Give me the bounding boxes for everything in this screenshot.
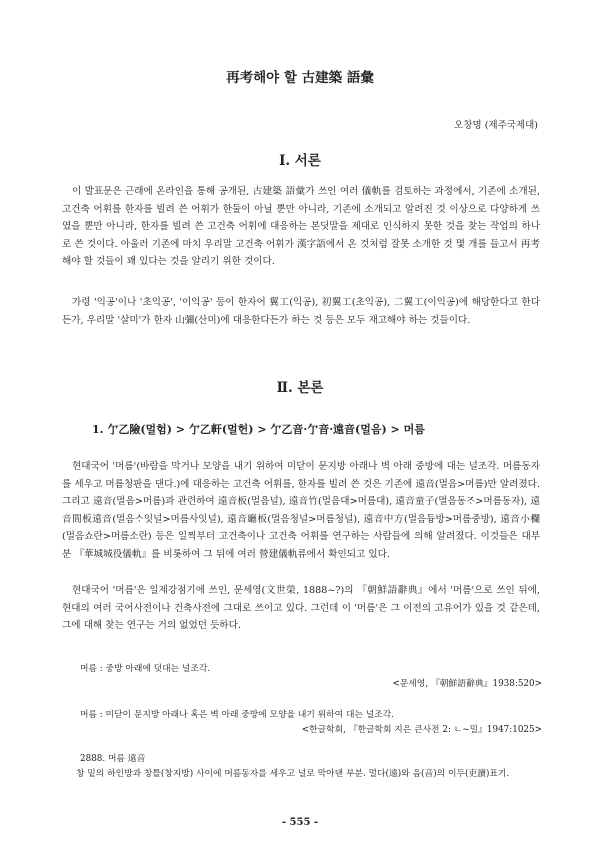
paper-title: 再考해야 할 古建築 語彙 (226, 70, 374, 86)
section-heading-introduction: Ⅰ. 서론 (279, 153, 321, 169)
dictionary-quote (80, 708, 542, 738)
body-paragraph: 가령 '익공'이나 '초익공', '이익공' 등이 한자어 翼工(익공), 初翼工(초익공), 二翼工(이익공)에 해당한다고 한다든가, 우리말 '살미'가 한자 山彌(산미)에 대응한다든가 하는 것 등은 모두 재고해야 하는 것들이다. (62, 297, 540, 326)
author-affiliation: 오창명 (제주국제대) (454, 120, 538, 131)
quote-text: 머름 : 미닫이 문지방 아래나 혹은 벽 아래 중방에 모양을 내기 위하여 대는 널조각. (80, 710, 395, 720)
body-paragraph: 이 발표문은 근래에 온라인을 통해 공개된, 古建築 語彙가 쓰인 여러 儀軌를 검토하는 과정에서, 기존에 소개된, 고건축 어휘를 한자를 빌려 쓴 어휘가 한둘이 아닐 뿐만 아니라, 기존에 소개되고 알려진 것 이상으로 다양하게 쓰였을 뿐만 아니라, 한자를 빌려 쓴 고건축 어휘에 대응하는 본딧말을 제대로 인식하지 못한 것을 찾는 작업의 하나로 쓴 것이다. 아울러 기존에 마치 우리말 고건축 어휘가 漢字語에서 온 것처럼 잘못 소개한 것 몇 개를 들고서 再考해야 할 것들이 꽤 있다는 것을 알리기 위한 것이다. (62, 186, 540, 267)
entry-head: 2888. 머름 遠音 (80, 754, 146, 764)
subsection-heading: 1. 亇乙險(멀험) > 亇乙軒(멀헌) > 亇乙音·亇音·遠音(멀음) > 머름 (92, 423, 425, 436)
body-paragraph: 현대국어 '머름'(바람을 막거나 모양을 내기 위하여 미닫이 문지방 아래나 벽 아래 중방에 대는 널조각. 머름동자를 세우고 머름청판을 댄다.)에 대응하는 고건축 어휘를, 한자를 빌려 쓴 것은 기존에 遠音(멀음>머름)만 알려졌다. 그리고 遠音(멀음>머름)과 관련하여 遠音板(멀음널), 遠音竹(멀음대>머름대), 遠音童子(멀음동ᄌᆞ>머름동자), 遠音間板遠音(멀음ᄉᆞ잇널>머름사잇널), 遠音廳板(멀음청널>머름청널), 遠音中方(멀음듕방>머름중방), 遠音小欄(멀음쇼란>머름소란) 등은 일찍부터 고건축이나 고건축 어휘를 연구하는 사람들에 의해 알려졌다. 이것들은 대부분 『華城城役儀軌』를 비롯하여 그 뒤에 여러 營建儀軌류에서 확인되고 있다. (62, 461, 540, 560)
body-paragraph: 현대국어 '머름'은 일제강점기에 쓰인, 문세영(文世榮, 1888~?)의 『朝鮮語辭典』에서 '머름'으로 쓰인 뒤에, 현대의 여러 국어사전이나 건축사전에 그대로 쓰이고 있다. 그런데 이 '머름'은 그 이전의 고유어가 있을 것 같은데, 그에 대해 찾는 연구는 거의 없었던 듯하다. (62, 585, 540, 631)
entry-definition: 창 밑의 하인방과 창틀(창지방) 사이에 머름동자를 세우고 널로 막아댄 부분. 멀다(遠)와 음(音)의 이두(吏讀)표기. (76, 769, 510, 779)
quote-source: <문세영, 『朝鮮語辭典』1938:520> (392, 679, 542, 689)
quote-text: 머름 : 중방 아래에 덧대는 널조각. (80, 664, 211, 674)
dictionary-quote (80, 662, 542, 692)
quote-source: <한글학회, 『한글학회 지은 큰사전 2: ㄴ~밀』1947:1025> (301, 725, 542, 735)
page-number: - 555 - (281, 817, 319, 828)
section-heading-main: Ⅱ. 본론 (276, 380, 324, 396)
glossary-entry (76, 752, 542, 782)
